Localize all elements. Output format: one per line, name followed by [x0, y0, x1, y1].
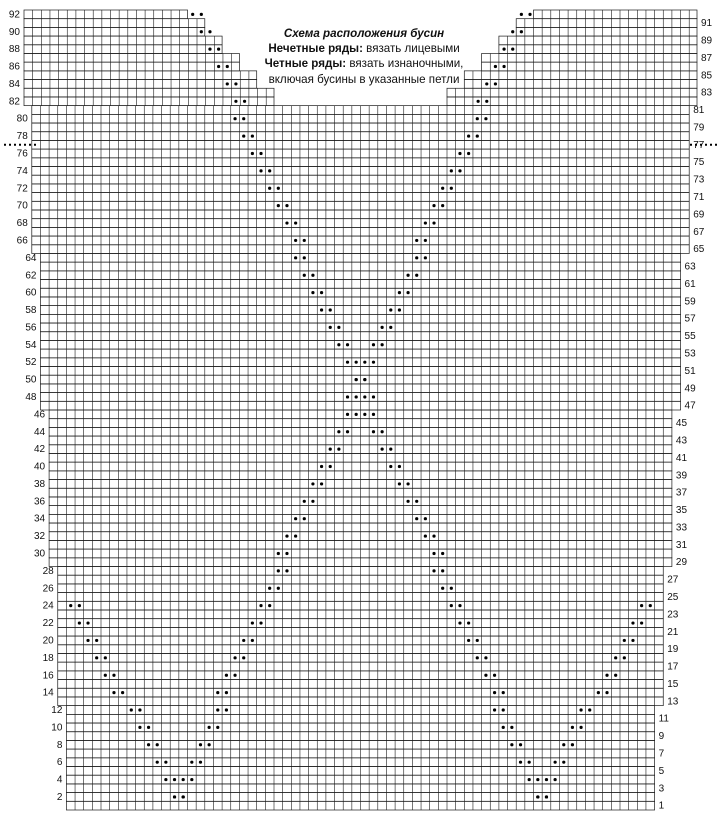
chart-grid — [24, 10, 697, 810]
